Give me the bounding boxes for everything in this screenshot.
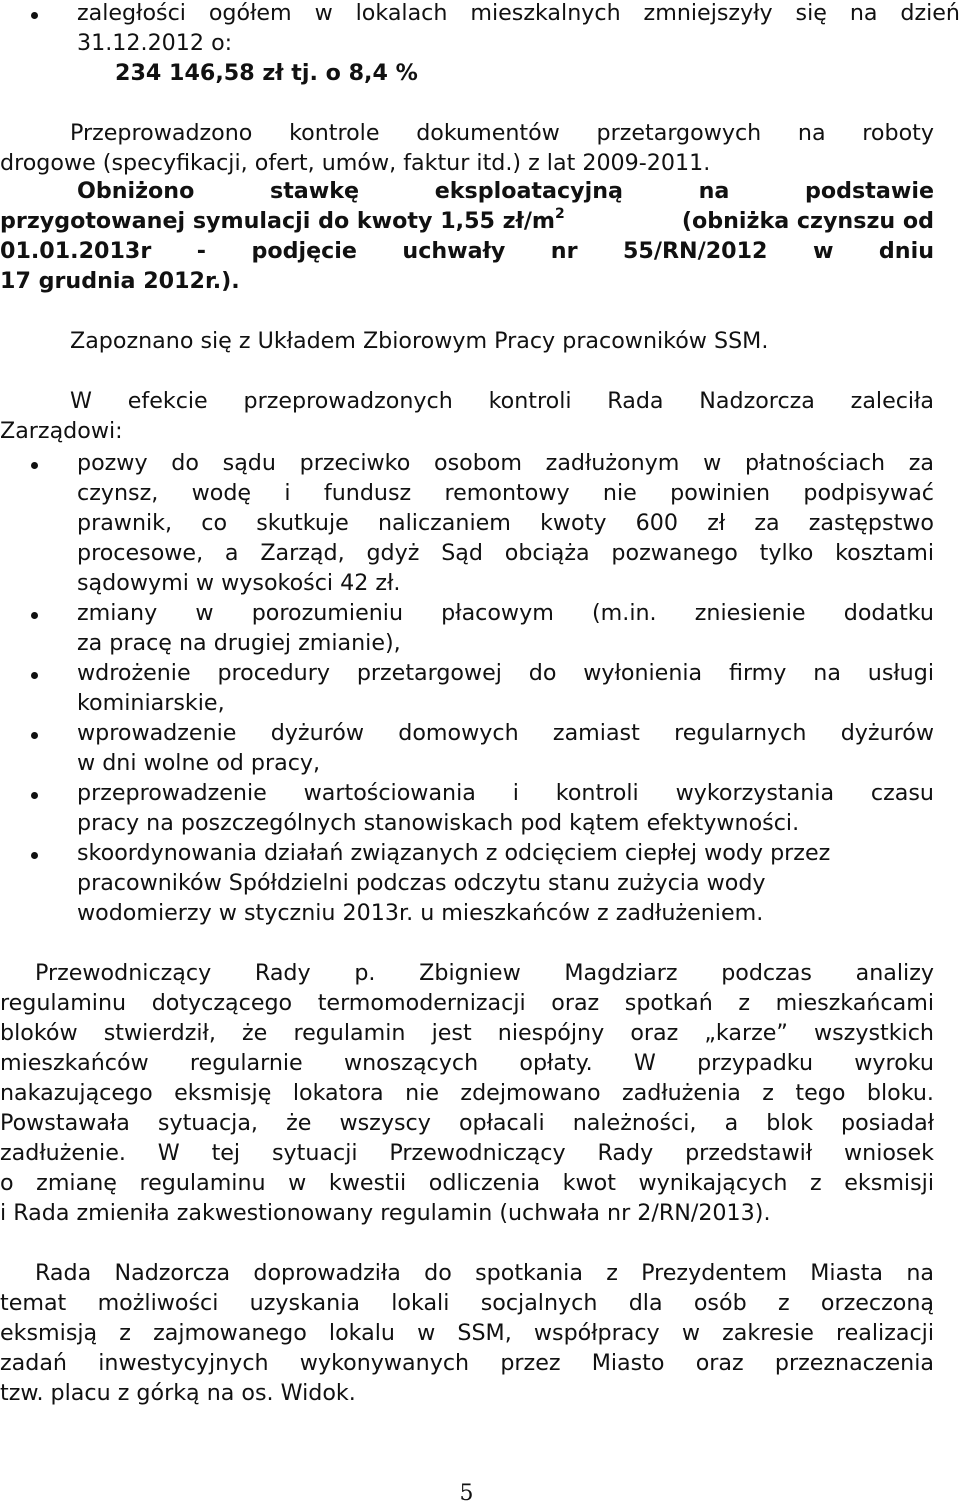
recommendation-1-line: pozwy do sądu przeciwko osobom zadłużonym w płatnościach za [77, 450, 934, 476]
rate-superscript: 2 [555, 205, 565, 222]
recommendation-3-line: wdrożenie procedury przetargowej do wyłonienia firmy na usługi [77, 660, 934, 686]
chairman-paragraph-line: i Rada zmieniła zakwestionowany regulamin (uchwała nr 2/RN/2013). [0, 1200, 771, 1226]
recommend-line-2: Zarządowi: [0, 418, 123, 444]
rate-line-3: 01.01.2013r - podjęcie uchwały nr 55/RN/2012 w dniu [0, 238, 934, 264]
bullet-icon [31, 462, 38, 469]
recommendation-4-line: wprowadzenie dyżurów domowych zamiast regularnych dyżurów [77, 720, 934, 746]
rate-line-1: Obniżono stawkę eksploatacyjną na podstawie [77, 178, 934, 204]
bullet-icon [31, 612, 38, 619]
debt-reduction-text: zaległości ogółem w lokalach mieszkalnych zmniejszyły się na dzień [77, 0, 960, 26]
recommendation-1-line: sądowymi w wysokości 42 zł. [77, 570, 401, 596]
rate-line-2-rest: (obniżka czynszu od [681, 208, 934, 234]
page-number: 5 [459, 1481, 474, 1506]
audit-line-1: Przeprowadzono kontrole dokumentów przetargowych na roboty [70, 120, 934, 146]
recommendation-5-line: pracy na poszczególnych stanowiskach pod kątem efektywności. [77, 810, 800, 836]
collective-agreement-text: Zapoznano się z Układem Zbiorowym Pracy pracowników SSM. [70, 328, 769, 354]
rate-line-2 [0, 206, 934, 236]
recommendation-2-line: zmiany w porozumieniu płacowym (m.in. zniesienie dodatku [77, 600, 934, 626]
mayor-paragraph-line: eksmisją z zajmowanego lokalu w SSM, współpracy w zakresie realizacji [0, 1320, 934, 1346]
chairman-paragraph-line: Przewodniczący Rady p. Zbigniew Magdziarz podczas analizy [35, 960, 934, 986]
mayor-paragraph-line: zadań inwestycyjnych wykonywanych przez Miasto oraz przeznaczenia [0, 1350, 934, 1376]
chairman-paragraph-line: bloków stwierdził, że regulamin jest niespójny oraz „karze” wszystkich [0, 1020, 934, 1046]
recommendation-6-line: wodomierzy w styczniu 2013r. u mieszkańców z zadłużeniem. [77, 900, 764, 926]
chairman-paragraph-line: zadłużenie. W tej sytuacji Przewodniczący Rady przedstawił wniosek [0, 1140, 934, 1166]
mayor-paragraph-line: temat możliwości uzyskania lokali socjalnych dla osób z orzeczoną [0, 1290, 934, 1316]
bullet-icon [31, 672, 38, 679]
mayor-paragraph-line: tzw. placu z górką na os. Widok. [0, 1380, 356, 1406]
chairman-paragraph-line: Powstawała sytuacja, że wszyscy opłacali należności, a blok posiadał [0, 1110, 934, 1136]
recommendation-1-line: procesowe, a Zarząd, gdyż Sąd obciąża pozwanego tylko kosztami [77, 540, 934, 566]
bullet-icon [31, 12, 38, 19]
debt-reduction-date: 31.12.2012 o: [77, 30, 233, 56]
recommendation-1-line: prawnik, co skutkuje naliczaniem kwoty 600 zł za zastępstwo [77, 510, 934, 536]
chairman-paragraph-line: nakazującego eksmisję lokatora nie zdejmowano zadłużenia z tego bloku. [0, 1080, 934, 1106]
recommendation-5-line: przeprowadzenie wartościowania i kontroli wykorzystania czasu [77, 780, 934, 806]
chairman-paragraph-line: mieszkańców regularnie wnoszących opłaty. W przypadku wyroku [0, 1050, 934, 1076]
recommendation-6-line: pracowników Spółdzielni podczas odczytu stanu zużycia wody [77, 870, 766, 896]
bullet-icon [31, 852, 38, 859]
rate-line-2-text: przygotowanej symulacji do kwoty 1,55 zł/m [0, 208, 556, 234]
recommendation-4-line: w dni wolne od pracy, [77, 750, 321, 776]
bullet-icon [31, 792, 38, 799]
recommendation-6-line: skoordynowania działań związanych z odcięciem ciepłej wody przez [77, 840, 831, 866]
recommendation-2-line: za pracę na drugiej zmianie), [77, 630, 401, 656]
debt-reduction-amount: 234 146,58 zł tj. o 8,4 % [115, 60, 418, 86]
chairman-paragraph-line: o zmianę regulaminu w kwestii odliczenia kwot wynikających z eksmisji [0, 1170, 934, 1196]
recommend-line-1: W efekcie przeprowadzonych kontroli Rada Nadzorcza zaleciła [70, 388, 934, 414]
recommendation-3-line: kominiarskie, [77, 690, 225, 716]
mayor-paragraph-line: Rada Nadzorcza doprowadziła do spotkania z Prezydentem Miasta na [35, 1260, 934, 1286]
bullet-icon [31, 732, 38, 739]
recommendation-1-line: czynsz, wodę i fundusz remontowy nie powinien podpisywać [77, 480, 934, 506]
chairman-paragraph-line: regulaminu dotyczącego termomodernizacji oraz spotkań z mieszkańcami [0, 990, 934, 1016]
rate-line-4: 17 grudnia 2012r.). [0, 268, 240, 294]
audit-line-2: drogowe (specyfikacji, ofert, umów, faktur itd.) z lat 2009-2011. [0, 150, 711, 176]
